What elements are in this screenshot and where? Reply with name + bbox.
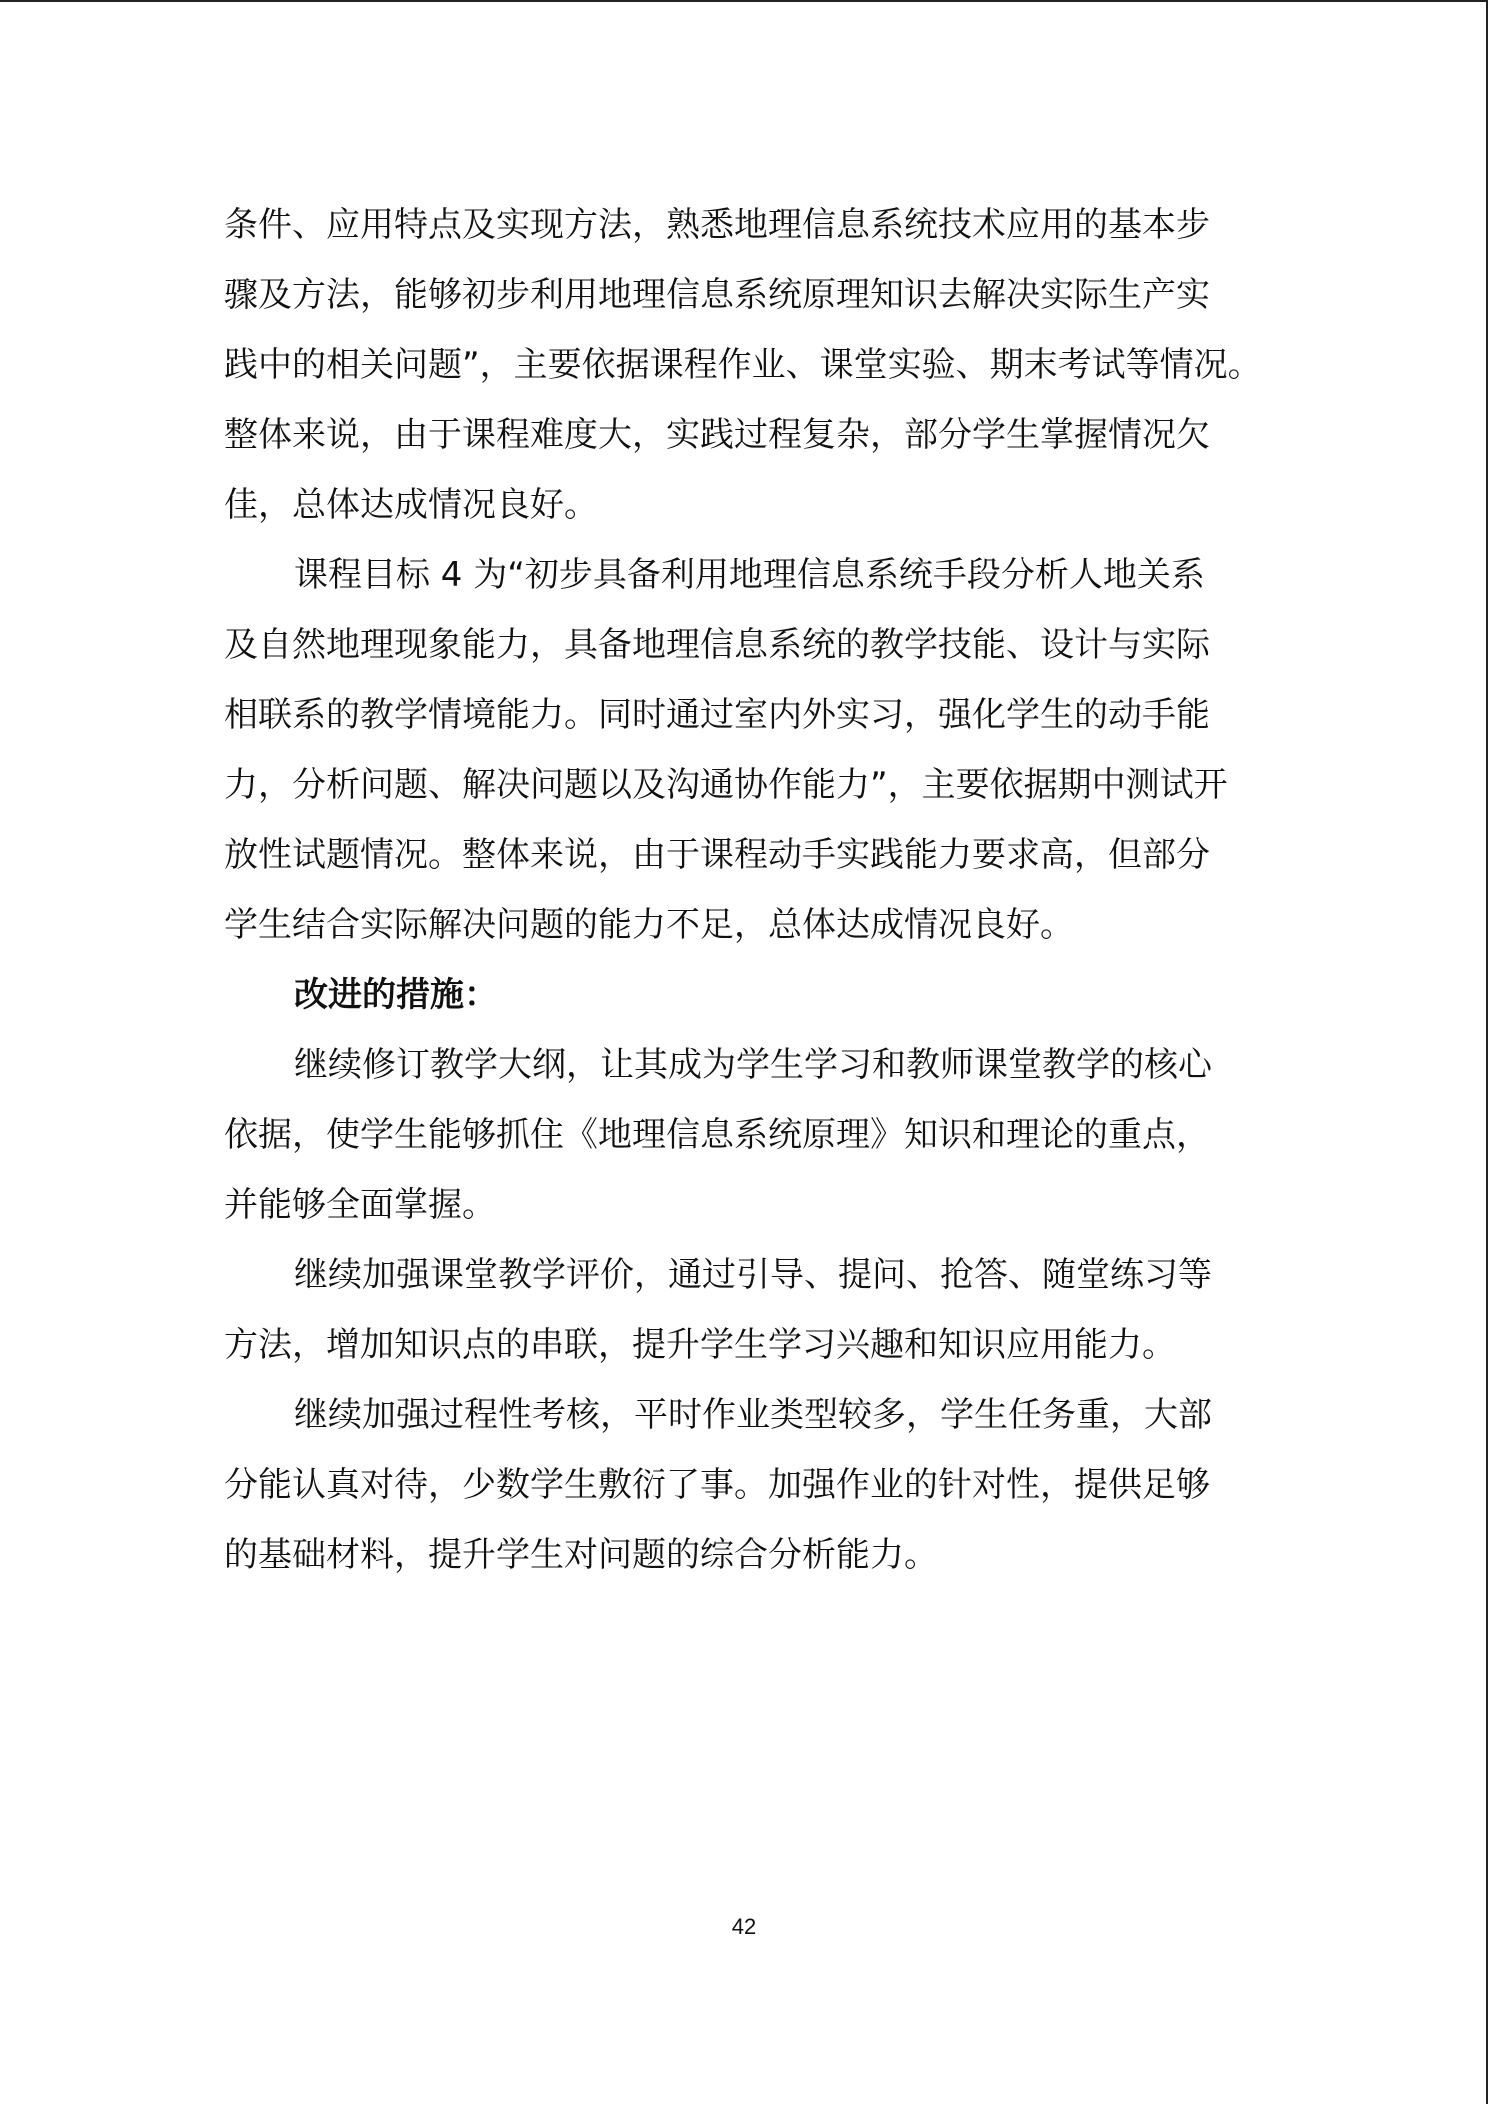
paragraph-first-line: 继续加强过程性考核，平时作业类型较多，学生任务重，大部 <box>294 1395 1212 1435</box>
section-heading: 改进的措施： <box>294 975 498 1015</box>
text-line: 分能认真对待，少数学生敷衍了事。加强作业的针对性，提供足够 <box>224 1465 1210 1505</box>
page-border-top <box>0 0 1488 2</box>
text-line: 及自然地理现象能力，具备地理信息系统的教学技能、设计与实际 <box>224 625 1210 665</box>
text-line: 力，分析问题、解决问题以及沟通协作能力”，主要依据期中测试开 <box>224 765 1228 805</box>
text-line: 条件、应用特点及实现方法，熟悉地理信息系统技术应用的基本步 <box>224 205 1210 245</box>
text-line: 相联系的教学情境能力。同时通过室内外实习，强化学生的动手能 <box>224 695 1210 735</box>
text-line: 方法，增加知识点的串联，提升学生学习兴趣和知识应用能力。 <box>224 1325 1176 1365</box>
text-line: 并能够全面掌握。 <box>224 1185 496 1225</box>
document-body <box>224 190 1272 1590</box>
text-line: 的基础材料，提升学生对问题的综合分析能力。 <box>224 1535 938 1575</box>
paragraph-first-line: 继续加强课堂教学评价，通过引导、提问、抢答、随堂练习等 <box>294 1255 1212 1295</box>
text-line: 学生结合实际解决问题的能力不足，总体达成情况良好。 <box>224 905 1074 945</box>
paragraph-first-line: 继续修订教学大纲，让其成为学生学习和教师课堂教学的核心 <box>294 1045 1212 1085</box>
text-line: 依据，使学生能够抓住《地理信息系统原理》知识和理论的重点， <box>224 1115 1210 1155</box>
text-line: 骤及方法，能够初步利用地理信息系统原理知识去解决实际生产实 <box>224 275 1210 315</box>
text-line: 放性试题情况。整体来说，由于课程动手实践能力要求高，但部分 <box>224 835 1210 875</box>
text-line: 践中的相关问题”，主要依据课程作业、课堂实验、期末考试等情况。 <box>224 345 1262 385</box>
paragraph-first-line: 课程目标 4 为“初步具备利用地理信息系统手段分析人地关系 <box>294 555 1205 595</box>
page-number: 42 <box>731 1914 757 1939</box>
text-line: 整体来说，由于课程难度大，实践过程复杂，部分学生掌握情况欠 <box>224 415 1210 455</box>
text-line: 佳，总体达成情况良好。 <box>224 485 598 525</box>
